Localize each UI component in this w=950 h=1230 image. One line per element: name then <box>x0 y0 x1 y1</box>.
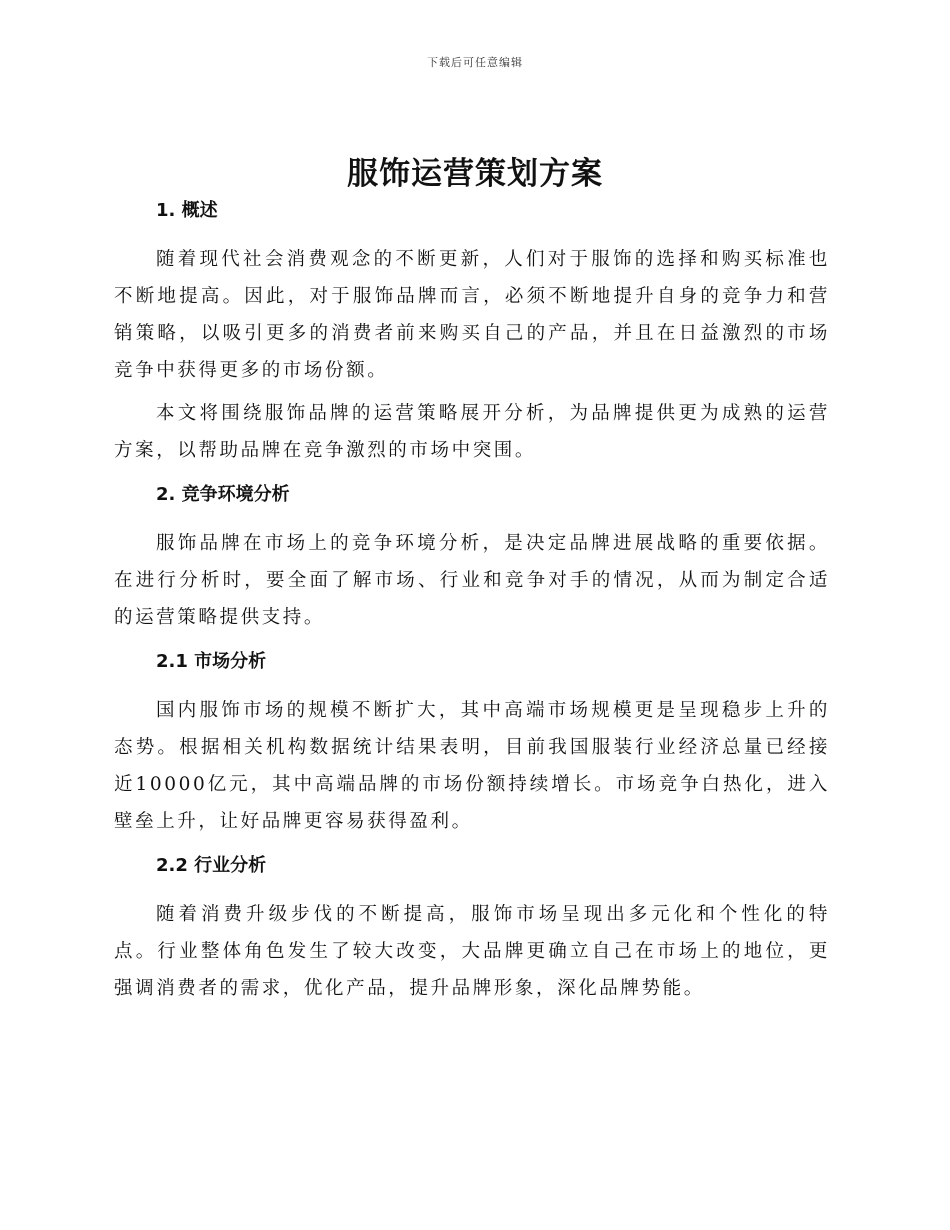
paragraph: 服饰品牌在市场上的竞争环境分析，是决定品牌进展战略的重要依据。在进行分析时，要全面了解市场、行业和竞争对手的情况，从而为制定合适的运营策略提供支持。 <box>114 533 830 628</box>
page-header: 下载后可任意编辑 <box>427 56 523 69</box>
document-body <box>114 196 830 1007</box>
paragraph: 本文将围绕服饰品牌的运营策略展开分析，为品牌提供更为成熟的运营方案，以帮助品牌在竞争激烈的市场中突围。 <box>114 403 830 461</box>
section-heading-industry: 2.2 行业分析 <box>156 855 267 876</box>
paragraph: 随着现代社会消费观念的不断更新，人们对于服饰的选择和购买标准也不断地提高。因此，对于服饰品牌而言，必须不断地提升自身的竞争力和营销策略，以吸引更多的消费者前来购买自己的产品，并且在日益激烈的市场竞争中获得更多的市场份额。 <box>114 249 830 381</box>
section-heading-competition: 2. 竞争环境分析 <box>156 484 290 505</box>
section-heading-overview: 1. 概述 <box>156 200 218 221</box>
paragraph: 国内服饰市场的规模不断扩大，其中高端市场规模更是呈现稳步上升的态势。根据相关机构数据统计结果表明，目前我国服装行业经济总量已经接近10000亿元，其中高端品牌的市场份额持续增长。市场竞争白热化，进入壁垒上升，让好品牌更容易获得盈利。 <box>114 700 830 832</box>
document-title: 服饰运营策划方案 <box>347 156 603 192</box>
section-heading-market: 2.1 市场分析 <box>156 651 267 672</box>
paragraph: 随着消费升级步伐的不断提高，服饰市场呈现出多元化和个性化的特点。行业整体角色发生了较大改变，大品牌更确立自己在市场上的地位，更强调消费者的需求，优化产品，提升品牌形象，深化品牌势能。 <box>114 904 830 999</box>
